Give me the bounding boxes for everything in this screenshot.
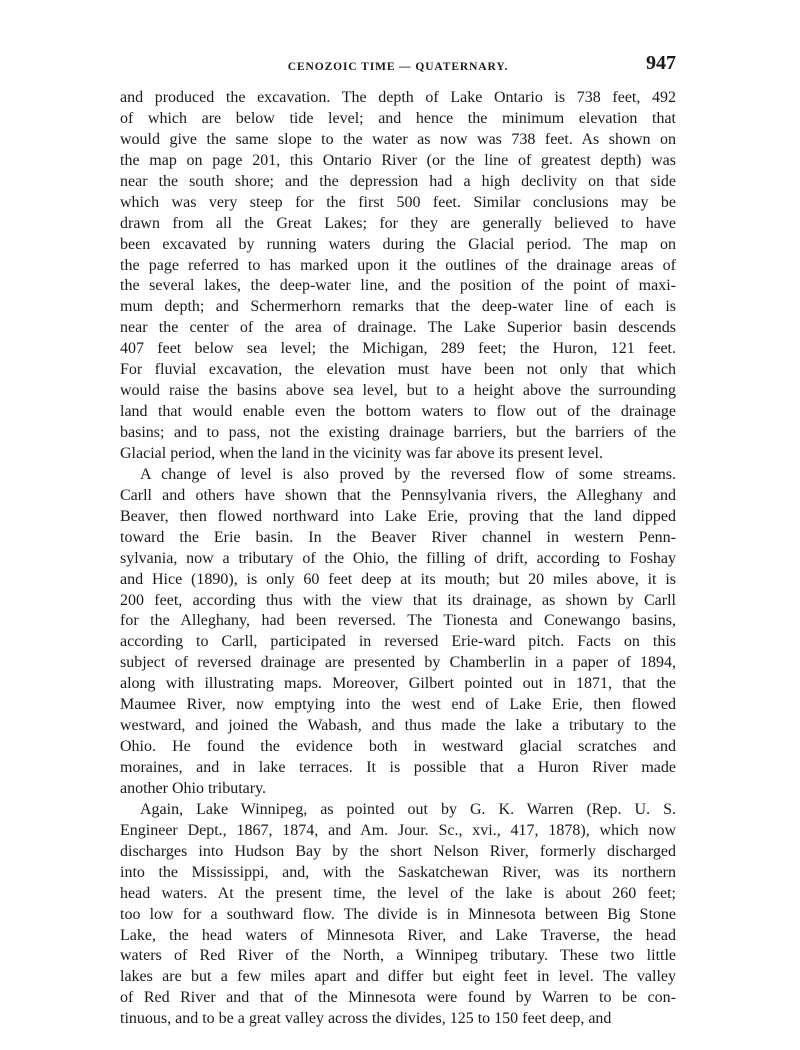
text-line: near the south shore; and the depression had a high declivity on that side xyxy=(120,172,676,190)
text-line: would raise the basins above sea level, but to a height above the surrounding xyxy=(120,382,676,400)
text-line: near the center of the area of drainage. The Lake Superior basin descends xyxy=(120,319,676,337)
text-line: tinuous, and to be a great valley across the divides, 125 to 150 feet deep, and xyxy=(120,1010,612,1028)
paragraph xyxy=(120,465,676,800)
running-head: CENOZOIC TIME — QUATERNARY. xyxy=(287,61,509,73)
body-text xyxy=(120,88,676,1030)
text-line: Lake, the head waters of Minnesota River, and Lake Traverse, the head xyxy=(120,926,676,944)
text-line: waters of Red River of the North, a Winnipeg tributary. These two little xyxy=(120,947,676,965)
document-page xyxy=(120,52,676,1030)
paragraph xyxy=(120,88,676,465)
text-line: 407 feet below sea level; the Michigan, 289 feet; the Huron, 121 feet. xyxy=(120,340,676,358)
text-line: the page referred to has marked upon it the outlines of the drainage areas of xyxy=(120,256,676,274)
page-header xyxy=(120,52,676,88)
text-line: A change of level is also proved by the reversed flow of some streams. xyxy=(140,465,676,483)
text-line: of which are below tide level; and hence the minimum elevation that xyxy=(120,109,676,127)
text-line: Engineer Dept., 1867, 1874, and Am. Jour. Sc., xvi., 417, 1878), which now xyxy=(120,821,676,839)
text-line: and produced the excavation. The depth of Lake Ontario is 738 feet, 492 xyxy=(120,89,676,106)
text-line: of Red River and that of the Minnesota were found by Warren to be con- xyxy=(120,989,676,1007)
text-line: for the Alleghany, had been reversed. The Tionesta and Conewango basins, xyxy=(120,612,676,630)
text-line: Glacial period, when the land in the vicinity was far above its present level. xyxy=(120,444,603,462)
text-line: toward the Erie basin. In the Beaver River channel in western Penn- xyxy=(120,528,676,546)
text-line: Carll and others have shown that the Pennsylvania rivers, the Alleghany and xyxy=(120,486,676,504)
text-line: basins; and to pass, not the existing drainage barriers, but the barriers of the xyxy=(120,424,676,441)
text-line: subject of reversed drainage are presented by Chamberlin in a paper of 1894, xyxy=(120,654,676,672)
text-line: too low for a southward flow. The divide is in Minnesota between Big Stone xyxy=(120,905,676,923)
text-line: sylvania, now a tributary of the Ohio, the filling of drift, according to Foshay xyxy=(120,549,676,567)
text-line: discharges into Hudson Bay by the short Nelson River, formerly discharged xyxy=(120,842,676,860)
text-line: moraines, and in lake terraces. It is possible that a Huron River made xyxy=(120,759,676,776)
text-line: the map on page 201, this Ontario River (or the line of greatest depth) was xyxy=(120,151,676,169)
text-line: another Ohio tributary. xyxy=(120,779,267,797)
text-line: would give the same slope to the water as now was 738 feet. As shown on xyxy=(120,130,676,148)
text-line: Again, Lake Winnipeg, as pointed out by G. K. Warren (Rep. U. S. xyxy=(140,800,676,818)
text-line: westward, and joined the Wabash, and thus made the lake a tributary to the xyxy=(120,717,676,735)
text-line: Beaver, then flowed northward into Lake Erie, proving that the land dipped xyxy=(120,507,676,525)
text-line: into the Mississippi, and, with the Saskatchewan River, was its northern xyxy=(120,863,676,881)
text-line: land that would enable even the bottom waters to flow out of the drainage xyxy=(120,403,676,421)
text-line: mum depth; and Schermerhorn remarks that the deep-water line of each is xyxy=(120,298,676,316)
page-number: 947 xyxy=(646,52,676,74)
text-line: lakes are but a few miles apart and differ but eight feet in level. The valley xyxy=(120,968,676,986)
text-line: head waters. At the present time, the level of the lake is about 260 feet; xyxy=(120,884,676,902)
text-line: Ohio. He found the evidence both in westward glacial scratches and xyxy=(120,738,676,756)
text-line: Maumee River, now emptying into the west end of Lake Erie, then flowed xyxy=(120,696,676,714)
text-line: along with illustrating maps. Moreover, Gilbert pointed out in 1871, that the xyxy=(120,675,676,693)
text-line: and Hice (1890), is only 60 feet deep at its mouth; but 20 miles above, it is xyxy=(120,570,676,588)
paragraph xyxy=(120,800,676,1030)
text-line: which was very steep for the first 500 feet. Similar conclusions may be xyxy=(120,193,676,211)
text-line: 200 feet, according thus with the view that its drainage, as shown by Carll xyxy=(120,591,676,609)
text-line: drawn from all the Great Lakes; for they are generally believed to have xyxy=(120,214,676,232)
text-line: For fluvial excavation, the elevation must have been not only that which xyxy=(120,361,676,379)
text-line: according to Carll, participated in reversed Erie-ward pitch. Facts on this xyxy=(120,633,676,651)
text-line: the several lakes, the deep-water line, and the position of the point of maxi- xyxy=(120,277,676,295)
text-line: been excavated by running waters during the Glacial period. The map on xyxy=(120,235,676,253)
